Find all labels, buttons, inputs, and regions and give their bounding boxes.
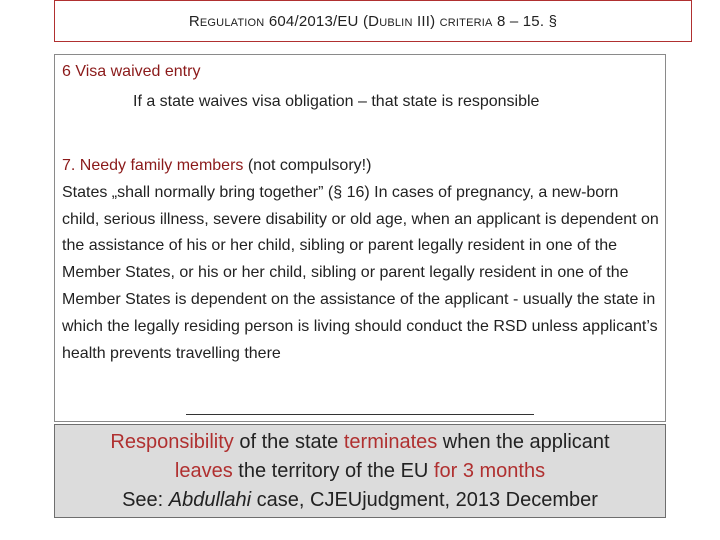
note-text: See: — [122, 489, 169, 511]
content-box — [54, 54, 666, 422]
case-name: Abdullahi — [168, 489, 252, 511]
note-word: Responsibility — [110, 431, 234, 453]
criterion-7-paragraph — [62, 153, 660, 367]
highlight-note — [54, 424, 666, 518]
criterion-6-body: If a state waives visa obligation – that state is responsible — [133, 93, 540, 110]
title-part: EGULATION — [199, 16, 265, 29]
note-text: when the applicant — [437, 431, 610, 453]
note-text: the territory of the EU — [232, 460, 434, 482]
title-part: 604/2013/EU (D — [264, 12, 380, 30]
title-part: R — [188, 12, 200, 30]
note-word: leaves — [174, 460, 233, 482]
criterion-7-body: States „shall normally bring together” (§ 16) In cases of pregnancy, a new-born child, serious illness, severe disability or old age, when an applicant is dependent on the assistance of his or her child, sibling or parent legally resident in one of the Member States, or his or her child, sibling or parent legally resident in one of the Member States is dependent on the assistance of the applicant - usually the state in which the legally residing person is living should conduct the RSD unless applicant’s health prevents travelling there — [62, 183, 659, 362]
note-word: terminates — [343, 431, 438, 453]
criterion-7-heading: 7. Needy family members — [62, 157, 244, 174]
divider-line — [186, 414, 534, 415]
criterion-7-note: (not compulsory!) — [243, 157, 372, 174]
note-text: of the state — [233, 431, 344, 453]
title-part: 8 – 15. § — [492, 12, 558, 30]
title-part: UBLIN — [379, 16, 413, 29]
title-part: III) — [412, 12, 440, 30]
title-part: CRITERIA — [439, 16, 493, 29]
note-word: for 3 months — [433, 460, 546, 482]
slide-title — [189, 13, 557, 30]
note-text: case, CJEUjudgment, 2013 December — [251, 489, 598, 511]
title-bar — [54, 0, 692, 42]
criterion-6-heading: 6 Visa waived entry — [62, 63, 201, 80]
